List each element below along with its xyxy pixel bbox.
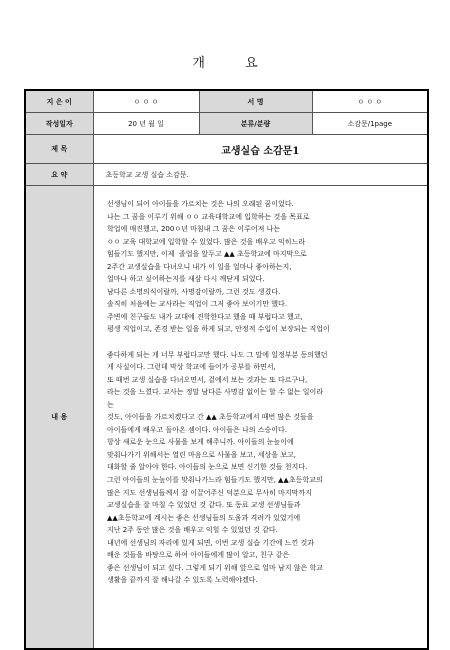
info-row-author xyxy=(25,90,428,113)
body-line: 게 사실이다. 그런데 막상 학교에 들어가 공부를 하면서, xyxy=(102,363,276,372)
body-line: 학업에 매진했고, 200ㅇ년 마침내 그 꿈은 이루어져 나는 xyxy=(102,225,281,234)
date-label: 작성일자 xyxy=(25,113,93,135)
body-line: 나는 그 꿈을 이루기 위해 ㅇㅇ 교육대학교에 입학하는 것을 목표로 xyxy=(102,212,310,221)
body-line: 평생 직업이고, 존경 받는 일을 하게 되고, 안정적 수입이 보장되는 직업이 xyxy=(102,325,330,334)
body-line: 아이들에게 배우고 돌아온 셈이다. 아이들은 나의 스승이다. xyxy=(102,425,288,434)
subject-label: 제 목 xyxy=(25,135,93,164)
book-title-label: 서 명 xyxy=(199,90,312,113)
body-line: ▲▲초등학교에 계시는 좋은 선생님들의 도움과 격려가 있었기에 xyxy=(102,513,301,522)
author-value: ㅇ ㅇ ㅇ xyxy=(93,90,199,113)
subject-value: 교생실습 소감문1 xyxy=(93,135,428,164)
body-line: 라는 것을 느꼈다. 교사는 정말 남다른 사명감 없이는 할 수 없는 일이라 xyxy=(102,388,323,397)
info-row-content xyxy=(25,186,428,650)
body-line: 지난 2주 동안 많은 것을 배우고 익힐 수 있었던 것 같다. xyxy=(102,526,278,535)
body-line: 대화할 줄 알아야 한다. 아이들의 눈으로 보면 신기한 것들 천지다. xyxy=(102,463,308,472)
body-line: 생활을 끝까지 잘 해나갈 수 있도록 노력해야겠다. xyxy=(102,576,258,585)
book-title-value: ㅇ ㅇ ㅇ xyxy=(312,90,428,113)
body-line: 선생님이 되어 아이들을 가르치는 것은 나의 오래된 꿈이었다. xyxy=(102,200,294,208)
body-line: 그런 아이들의 눈높이를 맞춰나가느라 힘들기도 했지만, ▲▲초등학교의 xyxy=(102,476,323,485)
body-line: 배운 것들을 바탕으로 하여 아이들에게 많이 알고, 친구 같은 xyxy=(102,551,290,560)
info-row-subject xyxy=(25,135,428,164)
body-line: 좋은 선생님이 되고 싶다. 그렇게 되기 위해 앞으로 얼마 남지 않은 학교 xyxy=(102,563,323,572)
category-label: 분류/분량 xyxy=(199,113,312,135)
body-line: 남다른 소명의식이랄까, 사명감이랄까, 그런 것도 생겼다. xyxy=(102,287,281,296)
body-line: 항상 새로운 눈으로 사물을 보게 해주니까. 아이들의 눈높이에 xyxy=(102,438,294,447)
summary-label: 요 약 xyxy=(25,164,93,186)
date-value: 20 년 월 일 xyxy=(93,113,199,135)
content-label: 내 용 xyxy=(25,186,93,650)
content-body xyxy=(93,186,428,650)
body-line: ㅇㅇ 교육 대학교에 입학할 수 있었다. 많은 것을 배우고 익히느라 xyxy=(102,237,306,246)
body-line: 2주간 교생실습을 다녀오니 내가 이 일을 얼마나 좋아하는지, xyxy=(102,262,292,271)
body-line: 또 때번 교생 실습을 다녀오면서, 겉에서 보는 것과는 또 다르구나, xyxy=(102,375,308,384)
info-row-summary xyxy=(25,164,428,186)
body-line: 많은 지도 선생님들께서 잘 이끌어주신 덕분으로 무사히 마지막까지 xyxy=(102,488,312,497)
body-line: 내년에 선생님의 자리에 있게 되면, 이번 교생 실습 기간에 느낀 것과 xyxy=(102,538,314,547)
body-line: 얼마나 하고 싶어하는지를 새삼 다시 깨닫게 되었다. xyxy=(102,275,265,284)
info-table xyxy=(24,89,429,650)
author-label: 지 은 이 xyxy=(25,90,93,113)
category-value: 소감문/1page xyxy=(312,113,428,135)
body-line: 주변에 친구들도 내가 교대에 진학한다고 했을 때 부럽다고 했고, xyxy=(102,312,303,321)
body-line xyxy=(103,336,421,349)
body-line: 좋다하게 되는 게 너무 부럽다고만 했다. 나도 그 말에 일정부분 동의했던 xyxy=(102,350,328,359)
body-line: 맞춰나가기 위해서는 열린 마음으로 사물을 보고, 세상을 보고, xyxy=(102,450,297,459)
document-heading: 개 요 xyxy=(192,56,276,71)
body-line: 것도, 아이들을 가르치겠다고 간 ▲▲ 초등학교에서 때번 많은 것들을 xyxy=(102,413,314,422)
body-line: 는 xyxy=(102,400,114,409)
body-line: 솔직히 처음에는 교사라는 직업이 그저 좋아 보이기만 했다. xyxy=(102,300,288,309)
body-line: 교생실습을 잘 마칠 수 있었던 것 같다. 또 동료 교생 선생님들과 xyxy=(102,501,301,510)
summary-value: 초등학교 교생 실습 소감문. xyxy=(93,164,428,186)
info-row-date xyxy=(25,113,428,135)
body-line: 힘들기도 했지만, 이제 졸업을 앞두고 ▲▲ 초등학교에 마지막으로 xyxy=(102,250,307,259)
